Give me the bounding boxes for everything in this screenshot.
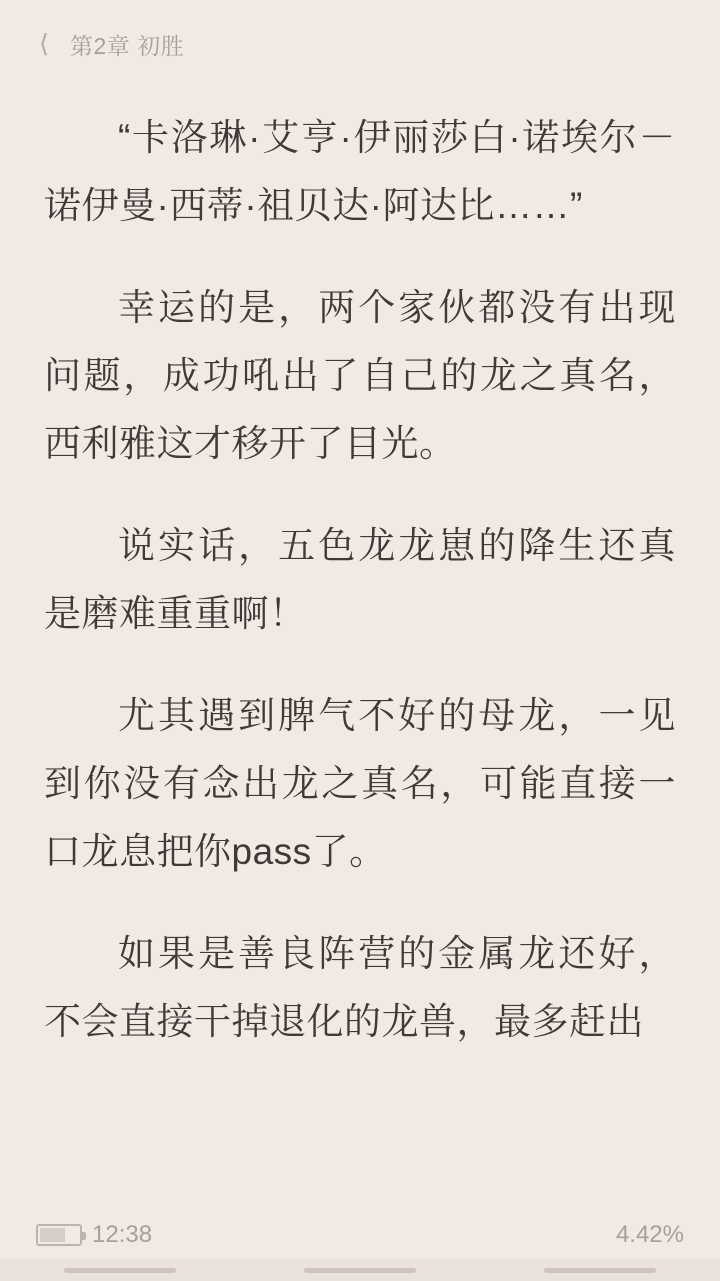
reader-header bbox=[0, 0, 720, 88]
reader-status-bar bbox=[0, 1215, 720, 1255]
paragraph: 幸运的是，两个家伙都没有出现问题，成功吼出了自己的龙之真名，西利雅这才移开了目光。 bbox=[44, 287, 676, 464]
chevron-left-icon[interactable]: ⟨ bbox=[39, 29, 49, 58]
system-navigation-bar bbox=[0, 1259, 720, 1281]
battery-icon bbox=[36, 1224, 82, 1246]
reading-progress-label: 4.42% bbox=[615, 1221, 684, 1248]
chapter-title[interactable]: 第2章 初胜 bbox=[70, 32, 185, 59]
reader-content[interactable] bbox=[0, 88, 720, 1228]
nav-home-button[interactable] bbox=[304, 1268, 416, 1273]
paragraph: 如果是善良阵营的金属龙还好，不会直接干掉退化的龙兽，最多赶出 bbox=[44, 933, 676, 1042]
nav-recents-button[interactable] bbox=[544, 1268, 656, 1273]
clock-label: 12:38 bbox=[92, 1221, 153, 1248]
paragraph: 说实话，五色龙龙崽的降生还真是磨难重重啊！ bbox=[44, 525, 676, 634]
battery-level bbox=[40, 1228, 65, 1242]
paragraph: “卡洛琳·艾亨·伊丽莎白·诺埃尔－诺伊曼·西蒂·祖贝达·阿达比……” bbox=[44, 117, 676, 226]
paragraph: 尤其遇到脾气不好的母龙，一见到你没有念出龙之真名，可能直接一口龙息把你pass了。 bbox=[44, 695, 676, 872]
nav-back-button[interactable] bbox=[64, 1268, 176, 1273]
